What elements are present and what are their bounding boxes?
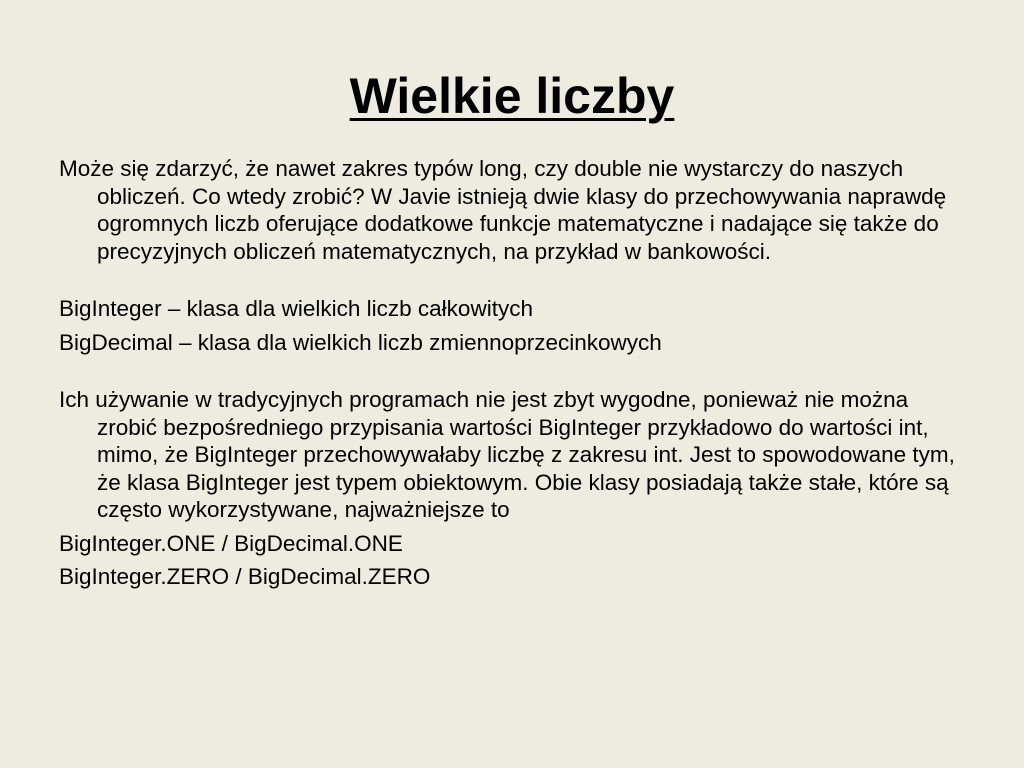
paragraph-biginteger: BigInteger – klasa dla wielkich liczb całkowitych [59, 296, 533, 321]
paragraph-usage: Ich używanie w tradycyjnych programach nie jest zbyt wygodne, ponieważ nie można zrobić bezpośredniego przypisania wartości BigInteger przykładowo do wartości int, mimo, że BigInteger przechowywałaby liczbę z zakresu int. Jest to spowodowane tym, że klasa BigInteger jest typem obiektowym. Obie klasy posiadają także stałe, które są często wykorzystywane, najważniejsze to [59, 387, 955, 522]
paragraph-constant-one: BigInteger.ONE / BigDecimal.ONE [59, 530, 403, 556]
paragraph-bigdecimal: BigDecimal – klasa dla wielkich liczb zmiennoprzecinkowych [59, 329, 662, 355]
paragraph-intro: Może się zdarzyć, że nawet zakres typów long, czy double nie wystarczy do naszych obliczeń. Co wtedy zrobić? W Javie istnieją dwie klasy do przechowywania naprawdę ogromnych liczb oferujące dodatkowe funkcje matematyczne i nadające się także do precyzyjnych obliczeń matematycznych, na przykład w bankowości. [59, 156, 947, 264]
slide-title [0, 66, 1024, 126]
slide-title-text: Wielkie liczby [349, 68, 675, 124]
slide-body [59, 155, 969, 591]
paragraph-constant-zero: BigInteger.ZERO / BigDecimal.ZERO [59, 564, 431, 589]
